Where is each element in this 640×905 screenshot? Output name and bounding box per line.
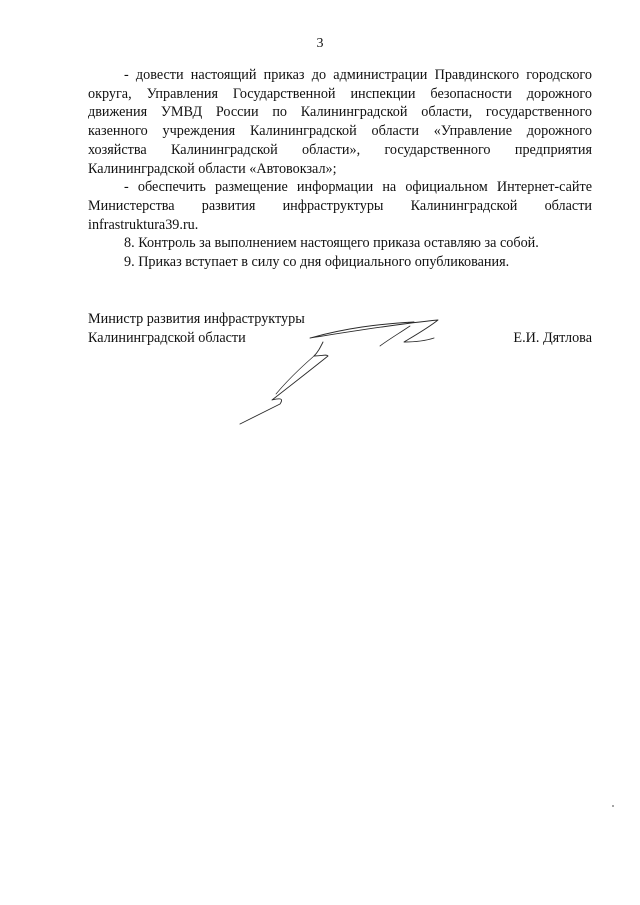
paragraph-control-clause: 8. Контроль за выполнением настоящего приказа оставляю за собой.: [124, 235, 539, 252]
paragraph-publish-website: - обеспечить размещение информации на официальном Интернет-сайте Министерства развития инфраструктуры Калининградской области infrastruktura39.ru.: [88, 179, 592, 233]
handwritten-signature: [228, 312, 468, 427]
signatory-position-line-2: Калининградской области: [88, 329, 246, 346]
paragraph-notify-administration: - довести настоящий приказ до администрации Правдинского городского округа, Управления Государственной инспекции безопасности дорожного движения УМВД России по Калининградской области, государственного казенного учреждения Калининградской области «Управление дорожного хозяйства Калининградской области», государственного предприятия Калининградской области «Автовокзал»;: [88, 67, 592, 177]
signatory-name: Е.И. Дятлова: [513, 329, 592, 346]
scan-speck: [612, 805, 614, 807]
paragraph-effective-clause: 9. Приказ вступает в силу со дня официального опубликования.: [124, 254, 510, 271]
document-body: [88, 66, 592, 272]
page-number: 3: [316, 36, 324, 51]
signatory-position-line-1: Министр развития инфраструктуры: [88, 311, 305, 327]
